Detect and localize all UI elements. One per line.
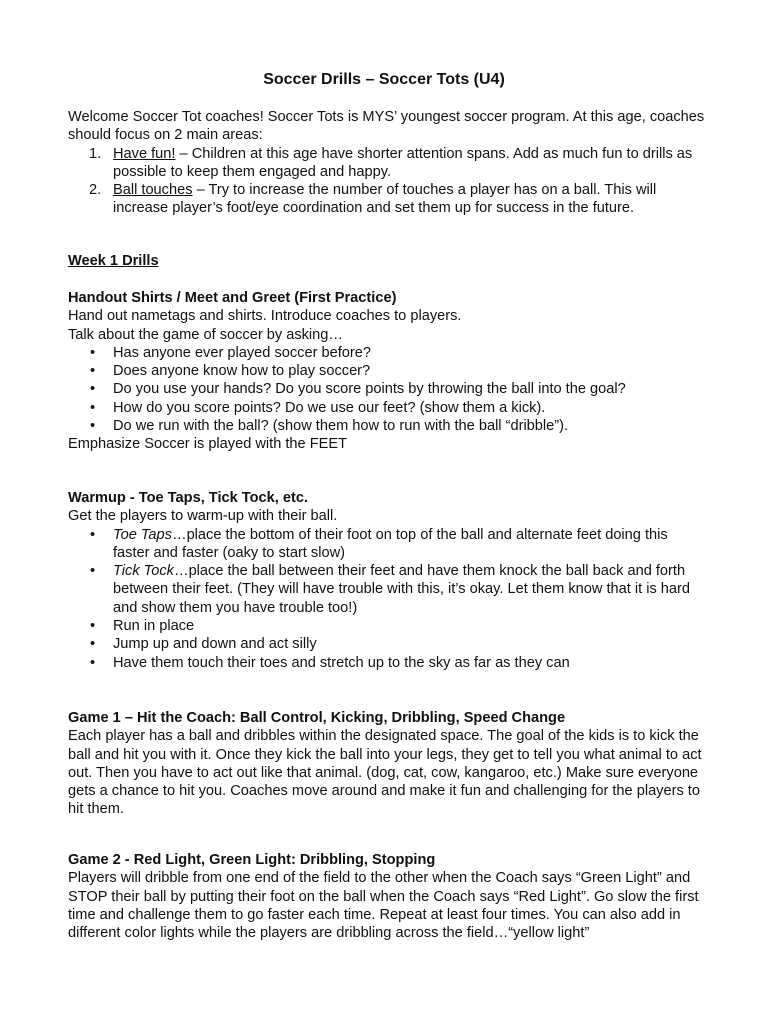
question-list bbox=[68, 344, 708, 435]
focus-text: – Try to increase the number of touches a player has on a ball. This will increase player’s foot/eye coordination and set them up for success in the future. bbox=[113, 182, 657, 217]
intro-section bbox=[68, 108, 708, 218]
list-number: 1. bbox=[89, 145, 102, 162]
drill-text: …place the bottom of their foot on top of the ball and alternate feet doing this faster and faster (oaky to start slow) bbox=[113, 526, 668, 561]
document-title: Soccer Drills – Soccer Tots (U4) bbox=[263, 71, 505, 88]
section-line: Get the players to warm-up with their ball. bbox=[68, 508, 338, 525]
section-line: Hand out nametags and shirts. Introduce coaches to players. bbox=[68, 308, 462, 325]
section-line: Talk about the game of soccer by asking… bbox=[68, 326, 343, 343]
drill-term: Tick Tock bbox=[113, 563, 174, 580]
drill-term: Toe Taps bbox=[113, 526, 172, 543]
list-item: • Jump up and down and act silly bbox=[68, 635, 708, 653]
section-body: Players will dribble from one end of the field to the other when the Coach says “Green Light” and STOP their ball by putting their foot on the ball when the Coach says “Red Light”. Go slow the first time and challenge them to go faster each time. Repeat at least four times. You can also add in different color lights while the players are dribbling across the field…“yellow light” bbox=[68, 870, 699, 942]
focus-areas-list bbox=[68, 145, 708, 218]
list-item: • Have them touch their toes and stretch up to the sky as far as they can bbox=[68, 654, 708, 672]
section-title: Game 1 – Hit the Coach: Ball Control, Kicking, Dribbling, Speed Change bbox=[68, 710, 566, 726]
list-item: • Do you use your hands? Do you score points by throwing the ball into the goal? bbox=[68, 380, 708, 398]
list-item: • Run in place bbox=[68, 617, 708, 635]
focus-item-fun bbox=[68, 145, 708, 182]
section-title: Warmup - Toe Taps, Tick Tock, etc. bbox=[68, 490, 309, 506]
section-closing: Emphasize Soccer is played with the FEET bbox=[68, 436, 348, 453]
game1-section bbox=[68, 709, 708, 819]
warmup-list bbox=[68, 526, 708, 672]
focus-term: Have fun! bbox=[113, 145, 176, 162]
drill-text: …place the ball between their feet and have them knock the ball back and forth between their feet. (They will have trouble with this, it’s okay. Let them know that it is hard and show them you have trouble too!) bbox=[113, 563, 691, 616]
list-item: • Does anyone know how to play soccer? bbox=[68, 362, 708, 380]
focus-item-ball-touches bbox=[68, 181, 708, 218]
week-heading: Week 1 Drills bbox=[68, 253, 159, 269]
list-number: 2. bbox=[89, 182, 102, 199]
game2-section bbox=[68, 851, 708, 942]
focus-term: Ball touches bbox=[113, 182, 193, 199]
list-item: • How do you score points? Do we use our feet? (show them a kick). bbox=[68, 399, 708, 417]
focus-text: – Children at this age have shorter attention spans. Add as much fun to drills as possible to keep them engaged and happy. bbox=[113, 145, 693, 180]
list-item: • Do we run with the ball? (show them how to run with the ball “dribble”). bbox=[68, 417, 708, 435]
section-body: Each player has a ball and dribbles within the designated space. The goal of the kids is to kick the ball and hit you with it. Once they kick the ball into your legs, they get to tell you what animal to act out. Then you have to act out like that animal. (dog, cat, cow, kangaroo, etc.) Make sure everyone gets a chance to hit you. Coaches move around and make it fun and challenging for the players to hit them. bbox=[68, 728, 702, 818]
warmup-section bbox=[68, 489, 708, 672]
intro-paragraph: Welcome Soccer Tot coaches! Soccer Tots is MYS’ youngest soccer program. At this age, coaches should focus on 2 main areas: bbox=[68, 109, 705, 144]
list-item: • Has anyone ever played soccer before? bbox=[68, 344, 708, 362]
section-title: Game 2 - Red Light, Green Light: Dribbling, Stopping bbox=[68, 852, 436, 868]
handout-section bbox=[68, 289, 708, 454]
section-title: Handout Shirts / Meet and Greet (First Practice) bbox=[68, 290, 397, 306]
list-item bbox=[68, 562, 708, 617]
list-item bbox=[68, 526, 708, 563]
